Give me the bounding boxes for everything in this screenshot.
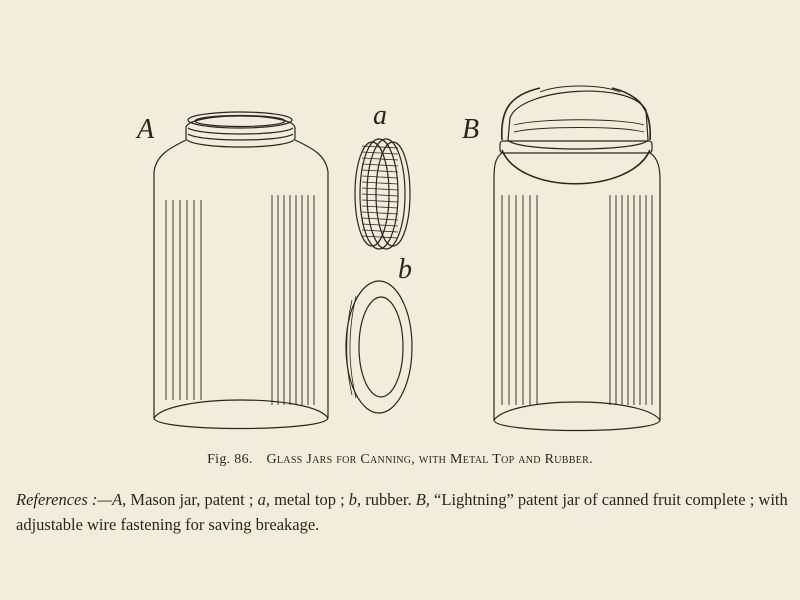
metal-top-a (355, 139, 410, 249)
rubber-ring-b (346, 281, 412, 413)
ref-key-A: A, (112, 490, 127, 509)
label-A: A (137, 114, 155, 145)
ref-text-b: rubber. (361, 490, 416, 509)
mason-jar-A (154, 112, 328, 429)
thread-ridge (362, 164, 398, 166)
thread-ridge (362, 218, 398, 220)
figure-number: Fig. 86. (207, 452, 253, 467)
ref-key-B: B, (415, 490, 430, 509)
ref-key-b: b, (348, 490, 362, 509)
thread-ridge (362, 152, 398, 154)
thread-ridge (362, 212, 398, 214)
ref-text-a: metal top ; (269, 490, 349, 509)
ref-text-B: “Lightning” patent jar of canned fruit complete ; with adjustable wire fastening for saving breakage. (16, 490, 788, 534)
figure-caption (0, 452, 800, 468)
ref-key-a: a, (257, 490, 270, 509)
label-a: a (373, 100, 387, 131)
references-paragraph (16, 487, 796, 537)
thread-ridge (362, 170, 398, 172)
references-lead: References :— (16, 490, 113, 509)
lightning-jar-B (494, 86, 660, 431)
label-b: b (398, 254, 412, 285)
figure-title: Glass Jars for Canning, with Metal Top and Rubber. (266, 452, 593, 467)
ref-text-A: Mason jar, patent ; (126, 490, 258, 509)
label-B: B (462, 114, 480, 145)
